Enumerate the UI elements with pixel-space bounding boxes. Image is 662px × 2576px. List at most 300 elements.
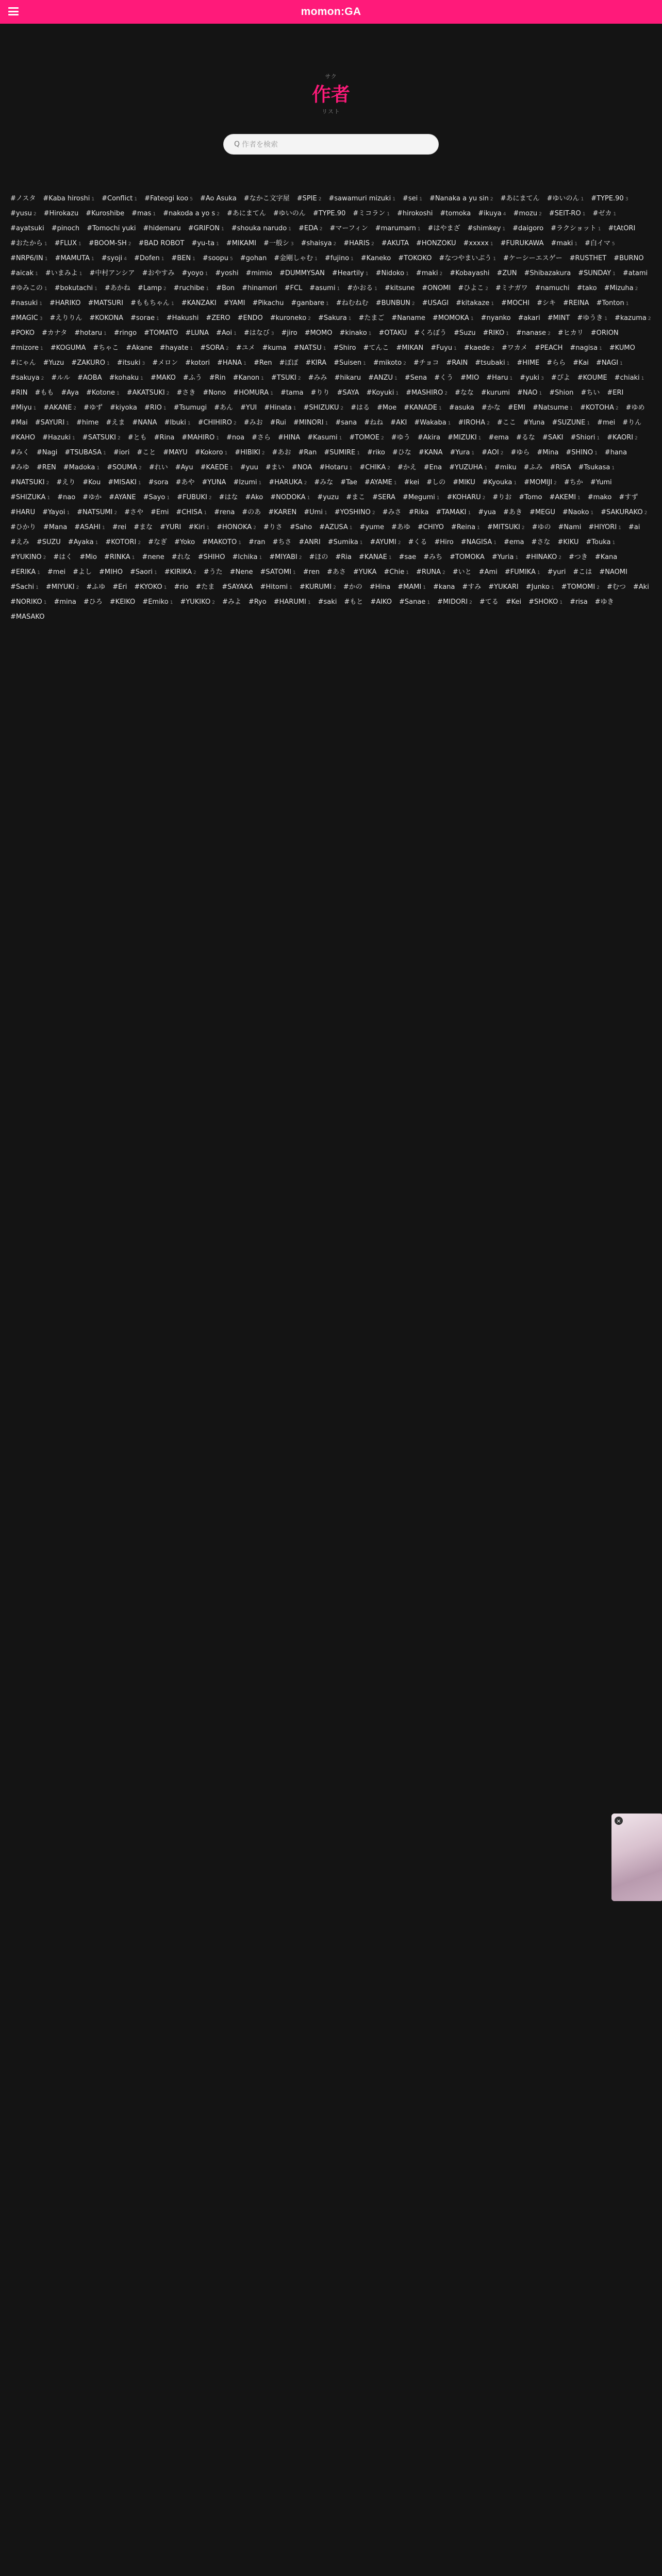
author-tag[interactable] bbox=[10, 449, 29, 457]
author-tag[interactable] bbox=[242, 509, 261, 517]
author-tag[interactable] bbox=[619, 494, 638, 502]
author-tag[interactable] bbox=[367, 389, 399, 398]
author-tag[interactable] bbox=[414, 419, 451, 428]
author-tag[interactable] bbox=[516, 434, 535, 443]
author-tag[interactable] bbox=[90, 269, 135, 278]
author-tag[interactable] bbox=[176, 509, 207, 517]
author-tag[interactable] bbox=[359, 553, 392, 562]
author-tag[interactable] bbox=[181, 434, 219, 443]
author-tag[interactable] bbox=[372, 494, 395, 502]
author-tag[interactable] bbox=[109, 374, 143, 383]
author-tag[interactable] bbox=[61, 389, 79, 398]
author-tag[interactable] bbox=[414, 329, 446, 338]
author-tag[interactable] bbox=[195, 583, 214, 592]
author-tag[interactable] bbox=[266, 464, 285, 472]
author-tag[interactable] bbox=[10, 553, 46, 562]
author-tag[interactable] bbox=[10, 494, 50, 502]
author-tag[interactable] bbox=[309, 284, 340, 293]
author-tag[interactable] bbox=[291, 299, 328, 308]
author-tag[interactable] bbox=[134, 523, 153, 532]
author-tag[interactable] bbox=[242, 284, 277, 293]
author-tag[interactable] bbox=[226, 434, 244, 443]
author-tag[interactable] bbox=[548, 568, 566, 577]
author-tag[interactable] bbox=[615, 314, 651, 323]
author-tag[interactable] bbox=[260, 583, 292, 592]
author-tag[interactable] bbox=[10, 299, 42, 308]
author-tag[interactable] bbox=[495, 284, 528, 293]
author-tag[interactable] bbox=[270, 314, 311, 323]
author-tag[interactable] bbox=[42, 329, 67, 338]
author-tag[interactable] bbox=[231, 225, 291, 233]
author-tag[interactable] bbox=[10, 523, 36, 532]
author-tag[interactable] bbox=[160, 523, 181, 532]
author-tag[interactable] bbox=[54, 598, 76, 607]
author-tag[interactable] bbox=[82, 479, 101, 487]
author-tag[interactable] bbox=[105, 284, 130, 293]
author-tag[interactable] bbox=[558, 329, 584, 338]
author-tag[interactable] bbox=[298, 449, 317, 457]
author-tag[interactable] bbox=[10, 269, 38, 278]
author-tag[interactable] bbox=[112, 523, 127, 532]
author-tag[interactable] bbox=[127, 389, 170, 398]
author-tag[interactable] bbox=[232, 553, 262, 562]
author-tag[interactable] bbox=[307, 434, 342, 443]
author-tag[interactable] bbox=[240, 404, 257, 413]
author-tag[interactable] bbox=[244, 329, 274, 338]
author-tag[interactable] bbox=[434, 538, 453, 547]
author-tag[interactable] bbox=[216, 284, 235, 293]
author-tag[interactable] bbox=[309, 553, 328, 562]
author-tag[interactable] bbox=[577, 314, 607, 323]
author-tag[interactable] bbox=[222, 598, 241, 607]
author-tag[interactable] bbox=[82, 434, 121, 443]
author-tag[interactable] bbox=[68, 538, 98, 547]
author-tag[interactable] bbox=[512, 225, 543, 233]
author-tag[interactable] bbox=[226, 240, 256, 248]
author-tag[interactable] bbox=[293, 419, 328, 428]
ad-image[interactable] bbox=[611, 1814, 662, 1901]
author-tag[interactable] bbox=[131, 210, 156, 218]
author-tag[interactable] bbox=[492, 553, 518, 562]
author-tag[interactable] bbox=[294, 344, 326, 353]
author-tag[interactable] bbox=[478, 210, 506, 218]
author-tag[interactable] bbox=[299, 538, 320, 547]
author-tag[interactable] bbox=[562, 509, 593, 517]
author-tag[interactable] bbox=[50, 314, 82, 323]
author-tag[interactable] bbox=[297, 195, 322, 204]
author-tag[interactable] bbox=[467, 225, 505, 233]
author-tag[interactable] bbox=[195, 449, 228, 457]
author-tag[interactable] bbox=[497, 419, 516, 428]
author-tag[interactable] bbox=[397, 210, 433, 218]
author-tag[interactable] bbox=[202, 538, 241, 547]
author-tag[interactable] bbox=[398, 583, 426, 592]
author-tag[interactable] bbox=[324, 449, 360, 457]
author-tag[interactable] bbox=[588, 494, 612, 502]
author-tag[interactable] bbox=[330, 225, 368, 233]
author-tag[interactable] bbox=[151, 509, 169, 517]
author-tag[interactable] bbox=[37, 464, 56, 472]
author-tag[interactable] bbox=[319, 523, 352, 532]
author-tag[interactable] bbox=[325, 255, 354, 263]
author-tag[interactable] bbox=[317, 494, 339, 502]
author-tag[interactable] bbox=[10, 255, 47, 263]
author-tag[interactable] bbox=[143, 225, 181, 233]
author-tag[interactable] bbox=[45, 269, 82, 278]
author-tag[interactable] bbox=[191, 240, 219, 248]
author-tag[interactable] bbox=[264, 404, 296, 413]
author-tag[interactable] bbox=[55, 255, 94, 263]
author-tag[interactable] bbox=[590, 479, 612, 487]
author-tag[interactable] bbox=[201, 464, 233, 472]
author-tag[interactable] bbox=[106, 419, 125, 428]
author-tag[interactable] bbox=[130, 568, 157, 577]
author-tag[interactable] bbox=[254, 359, 272, 368]
author-tag[interactable] bbox=[152, 359, 178, 368]
author-tag[interactable] bbox=[608, 225, 635, 233]
author-tag[interactable] bbox=[313, 210, 346, 218]
author-tag[interactable] bbox=[86, 583, 105, 592]
author-tag[interactable] bbox=[200, 195, 237, 204]
author-tag[interactable] bbox=[304, 404, 344, 413]
author-tag[interactable] bbox=[233, 479, 261, 487]
author-tag[interactable] bbox=[149, 464, 168, 472]
author-tag[interactable] bbox=[151, 374, 176, 383]
author-tag[interactable] bbox=[549, 389, 573, 398]
author-tag[interactable] bbox=[172, 553, 191, 562]
author-tag[interactable] bbox=[198, 553, 225, 562]
author-tag[interactable] bbox=[451, 523, 480, 532]
author-tag[interactable] bbox=[505, 568, 540, 577]
author-tag[interactable] bbox=[577, 374, 607, 383]
author-tag[interactable] bbox=[227, 210, 266, 218]
author-tag[interactable] bbox=[144, 404, 167, 413]
author-tag[interactable] bbox=[478, 509, 496, 517]
author-tag[interactable] bbox=[462, 583, 481, 592]
author-tag[interactable] bbox=[102, 195, 137, 204]
author-tag[interactable] bbox=[43, 359, 64, 368]
author-tag[interactable] bbox=[549, 494, 580, 502]
author-tag[interactable] bbox=[343, 240, 374, 248]
author-tag[interactable] bbox=[542, 434, 564, 443]
author-tag[interactable] bbox=[55, 240, 81, 248]
author-tag[interactable] bbox=[588, 523, 621, 532]
author-tag[interactable] bbox=[525, 553, 561, 562]
author-tag[interactable] bbox=[626, 404, 645, 413]
author-tag[interactable] bbox=[202, 479, 226, 487]
author-tag[interactable] bbox=[501, 240, 544, 248]
author-tag[interactable] bbox=[609, 344, 635, 353]
author-tag[interactable] bbox=[180, 598, 215, 607]
author-tag[interactable] bbox=[10, 374, 44, 383]
author-tag[interactable] bbox=[138, 240, 184, 248]
author-tag[interactable] bbox=[117, 359, 145, 368]
author-tag[interactable] bbox=[10, 284, 47, 293]
author-tag[interactable] bbox=[482, 449, 503, 457]
author-tag[interactable] bbox=[488, 434, 509, 443]
author-tag[interactable] bbox=[370, 538, 401, 547]
author-tag[interactable] bbox=[209, 374, 226, 383]
author-tag[interactable] bbox=[513, 210, 541, 218]
author-tag[interactable] bbox=[233, 374, 264, 383]
author-tag[interactable] bbox=[164, 419, 190, 428]
author-tag[interactable] bbox=[214, 404, 233, 413]
author-tag[interactable] bbox=[450, 553, 485, 562]
author-tag[interactable] bbox=[230, 568, 253, 577]
author-tag[interactable] bbox=[137, 449, 156, 457]
author-tag[interactable] bbox=[363, 344, 389, 353]
author-tag[interactable] bbox=[578, 464, 615, 472]
author-tag[interactable] bbox=[102, 255, 127, 263]
author-tag[interactable] bbox=[592, 210, 616, 218]
author-tag[interactable] bbox=[403, 494, 440, 502]
author-tag[interactable] bbox=[84, 404, 103, 413]
author-tag[interactable] bbox=[55, 284, 97, 293]
author-tag[interactable] bbox=[86, 210, 124, 218]
author-tag[interactable] bbox=[391, 523, 410, 532]
author-tag[interactable] bbox=[524, 479, 557, 487]
author-tag[interactable] bbox=[43, 404, 76, 413]
author-tag[interactable] bbox=[605, 449, 627, 457]
author-tag[interactable] bbox=[520, 374, 544, 383]
author-tag[interactable] bbox=[142, 598, 173, 607]
author-tag[interactable] bbox=[154, 434, 175, 443]
author-tag[interactable] bbox=[109, 494, 136, 502]
author-tag[interactable] bbox=[271, 374, 301, 383]
author-tag[interactable] bbox=[77, 509, 117, 517]
author-tag[interactable] bbox=[399, 553, 417, 562]
author-tag[interactable] bbox=[49, 299, 80, 308]
author-tag[interactable] bbox=[51, 344, 86, 353]
author-tag[interactable] bbox=[274, 255, 318, 263]
author-tag[interactable] bbox=[37, 538, 61, 547]
author-tag[interactable] bbox=[385, 284, 415, 293]
author-tag[interactable] bbox=[167, 314, 199, 323]
author-tag[interactable] bbox=[204, 568, 223, 577]
author-tag[interactable] bbox=[134, 255, 164, 263]
author-tag[interactable] bbox=[10, 195, 36, 204]
author-tag[interactable] bbox=[595, 598, 614, 607]
author-tag[interactable] bbox=[340, 479, 357, 487]
author-tag[interactable] bbox=[64, 449, 106, 457]
author-tag[interactable] bbox=[10, 344, 43, 353]
author-tag[interactable] bbox=[353, 210, 390, 218]
author-tag[interactable] bbox=[501, 195, 540, 204]
author-tag[interactable] bbox=[413, 359, 439, 368]
author-tag[interactable] bbox=[570, 598, 588, 607]
author-tag[interactable] bbox=[551, 240, 577, 248]
author-tag[interactable] bbox=[528, 598, 562, 607]
author-tag[interactable] bbox=[424, 464, 442, 472]
author-tag[interactable] bbox=[446, 359, 468, 368]
author-tag[interactable] bbox=[292, 464, 312, 472]
author-tag[interactable] bbox=[272, 449, 291, 457]
author-tag[interactable] bbox=[376, 269, 409, 278]
author-tag[interactable] bbox=[238, 314, 263, 323]
author-tag[interactable] bbox=[365, 479, 397, 487]
author-tag[interactable] bbox=[586, 538, 615, 547]
author-tag[interactable] bbox=[570, 344, 602, 353]
author-tag[interactable] bbox=[450, 449, 475, 457]
author-tag[interactable] bbox=[633, 583, 649, 592]
author-tag[interactable] bbox=[483, 479, 517, 487]
author-tag[interactable] bbox=[44, 210, 79, 218]
author-tag[interactable] bbox=[496, 269, 517, 278]
author-tag[interactable] bbox=[591, 195, 628, 204]
author-tag[interactable] bbox=[185, 329, 209, 338]
author-tag[interactable] bbox=[359, 523, 384, 532]
author-tag[interactable] bbox=[301, 240, 337, 248]
author-tag[interactable] bbox=[426, 479, 445, 487]
author-tag[interactable] bbox=[148, 479, 169, 487]
author-tag[interactable] bbox=[532, 523, 551, 532]
author-tag[interactable] bbox=[224, 299, 245, 308]
author-tag[interactable] bbox=[174, 538, 195, 547]
author-tag[interactable] bbox=[112, 583, 127, 592]
author-tag[interactable] bbox=[458, 284, 488, 293]
author-tag[interactable] bbox=[547, 195, 584, 204]
author-tag[interactable] bbox=[561, 583, 600, 592]
author-tag[interactable] bbox=[114, 329, 137, 338]
author-tag[interactable] bbox=[416, 568, 445, 577]
author-tag[interactable] bbox=[591, 329, 619, 338]
author-tag[interactable] bbox=[35, 419, 69, 428]
author-tag[interactable] bbox=[174, 404, 207, 413]
author-tag[interactable] bbox=[107, 464, 142, 472]
author-tag[interactable] bbox=[10, 598, 47, 607]
author-tag[interactable] bbox=[10, 568, 40, 577]
author-tag[interactable] bbox=[431, 344, 457, 353]
author-tag[interactable] bbox=[132, 419, 157, 428]
author-tag[interactable] bbox=[10, 509, 35, 517]
author-tag[interactable] bbox=[446, 494, 485, 502]
author-tag[interactable] bbox=[10, 240, 47, 248]
author-tag[interactable] bbox=[552, 419, 590, 428]
author-tag[interactable] bbox=[263, 240, 294, 248]
author-tag[interactable] bbox=[142, 553, 164, 562]
author-tag[interactable] bbox=[436, 509, 471, 517]
author-tag[interactable] bbox=[433, 583, 455, 592]
author-tag[interactable] bbox=[130, 314, 159, 323]
author-tag[interactable] bbox=[551, 225, 601, 233]
author-tag[interactable] bbox=[483, 329, 509, 338]
author-tag[interactable] bbox=[406, 389, 448, 398]
author-tag[interactable] bbox=[177, 494, 211, 502]
author-tag[interactable] bbox=[263, 523, 283, 532]
author-tag[interactable] bbox=[240, 464, 258, 472]
author-tag[interactable] bbox=[461, 538, 496, 547]
author-tag[interactable] bbox=[52, 225, 79, 233]
author-tag[interactable] bbox=[557, 538, 578, 547]
author-tag[interactable] bbox=[596, 359, 623, 368]
author-tag[interactable] bbox=[390, 419, 407, 428]
author-tag[interactable] bbox=[573, 359, 589, 368]
author-tag[interactable] bbox=[423, 553, 442, 562]
author-tag[interactable] bbox=[10, 613, 44, 621]
author-tag[interactable] bbox=[260, 568, 296, 577]
author-tag[interactable] bbox=[63, 464, 100, 472]
author-tag[interactable] bbox=[43, 195, 94, 204]
author-tag[interactable] bbox=[215, 269, 238, 278]
author-tag[interactable] bbox=[449, 464, 487, 472]
author-tag[interactable] bbox=[404, 479, 420, 487]
author-tag[interactable] bbox=[148, 538, 167, 547]
author-tag[interactable] bbox=[518, 314, 540, 323]
author-tag[interactable] bbox=[314, 479, 333, 487]
author-tag[interactable] bbox=[422, 284, 451, 293]
author-tag[interactable] bbox=[373, 359, 406, 368]
author-tag[interactable] bbox=[434, 374, 453, 383]
author-tag[interactable] bbox=[537, 299, 556, 308]
author-tag[interactable] bbox=[328, 538, 363, 547]
author-tag[interactable] bbox=[335, 553, 352, 562]
author-tag[interactable] bbox=[351, 404, 370, 413]
author-tag[interactable] bbox=[570, 255, 607, 263]
author-tag[interactable] bbox=[429, 195, 493, 204]
author-tag[interactable] bbox=[481, 389, 510, 398]
author-tag[interactable] bbox=[391, 314, 425, 323]
author-tag[interactable] bbox=[300, 583, 336, 592]
author-tag[interactable] bbox=[171, 255, 195, 263]
author-tag[interactable] bbox=[384, 568, 409, 577]
author-tag[interactable] bbox=[318, 598, 337, 607]
author-tag[interactable] bbox=[347, 284, 377, 293]
author-tag[interactable] bbox=[433, 314, 474, 323]
author-tag[interactable] bbox=[448, 434, 481, 443]
author-tag[interactable] bbox=[244, 195, 290, 204]
author-tag[interactable] bbox=[10, 329, 35, 338]
author-tag[interactable] bbox=[108, 479, 141, 487]
author-tag[interactable] bbox=[361, 255, 391, 263]
author-tag[interactable] bbox=[249, 598, 267, 607]
author-tag[interactable] bbox=[42, 509, 70, 517]
author-tag[interactable] bbox=[203, 255, 233, 263]
author-tag[interactable] bbox=[305, 329, 333, 338]
author-tag[interactable] bbox=[548, 314, 570, 323]
author-tag[interactable] bbox=[93, 344, 119, 353]
author-tag[interactable] bbox=[494, 464, 517, 472]
author-tag[interactable] bbox=[453, 479, 475, 487]
author-tag[interactable] bbox=[370, 598, 392, 607]
author-tag[interactable] bbox=[51, 374, 70, 383]
author-tag[interactable] bbox=[346, 494, 365, 502]
author-tag[interactable] bbox=[597, 419, 615, 428]
author-tag[interactable] bbox=[501, 299, 529, 308]
author-tag[interactable] bbox=[344, 598, 363, 607]
author-tag[interactable] bbox=[244, 419, 263, 428]
author-tag[interactable] bbox=[479, 568, 498, 577]
author-tag[interactable] bbox=[628, 523, 640, 532]
author-tag[interactable] bbox=[235, 449, 264, 457]
author-tag[interactable] bbox=[524, 464, 543, 472]
author-tag[interactable] bbox=[246, 269, 272, 278]
author-tag[interactable] bbox=[144, 329, 178, 338]
author-tag[interactable] bbox=[181, 299, 217, 308]
author-tag[interactable] bbox=[409, 509, 429, 517]
author-tag[interactable] bbox=[607, 389, 623, 398]
author-tag[interactable] bbox=[547, 359, 566, 368]
author-tag[interactable] bbox=[335, 374, 361, 383]
author-tag[interactable] bbox=[134, 583, 167, 592]
author-tag[interactable] bbox=[332, 269, 369, 278]
author-tag[interactable] bbox=[511, 449, 530, 457]
author-tag[interactable] bbox=[488, 583, 518, 592]
author-tag[interactable] bbox=[198, 419, 237, 428]
author-tag[interactable] bbox=[615, 374, 644, 383]
author-tag[interactable] bbox=[550, 464, 571, 472]
author-tag[interactable] bbox=[503, 509, 522, 517]
author-tag[interactable] bbox=[464, 344, 494, 353]
